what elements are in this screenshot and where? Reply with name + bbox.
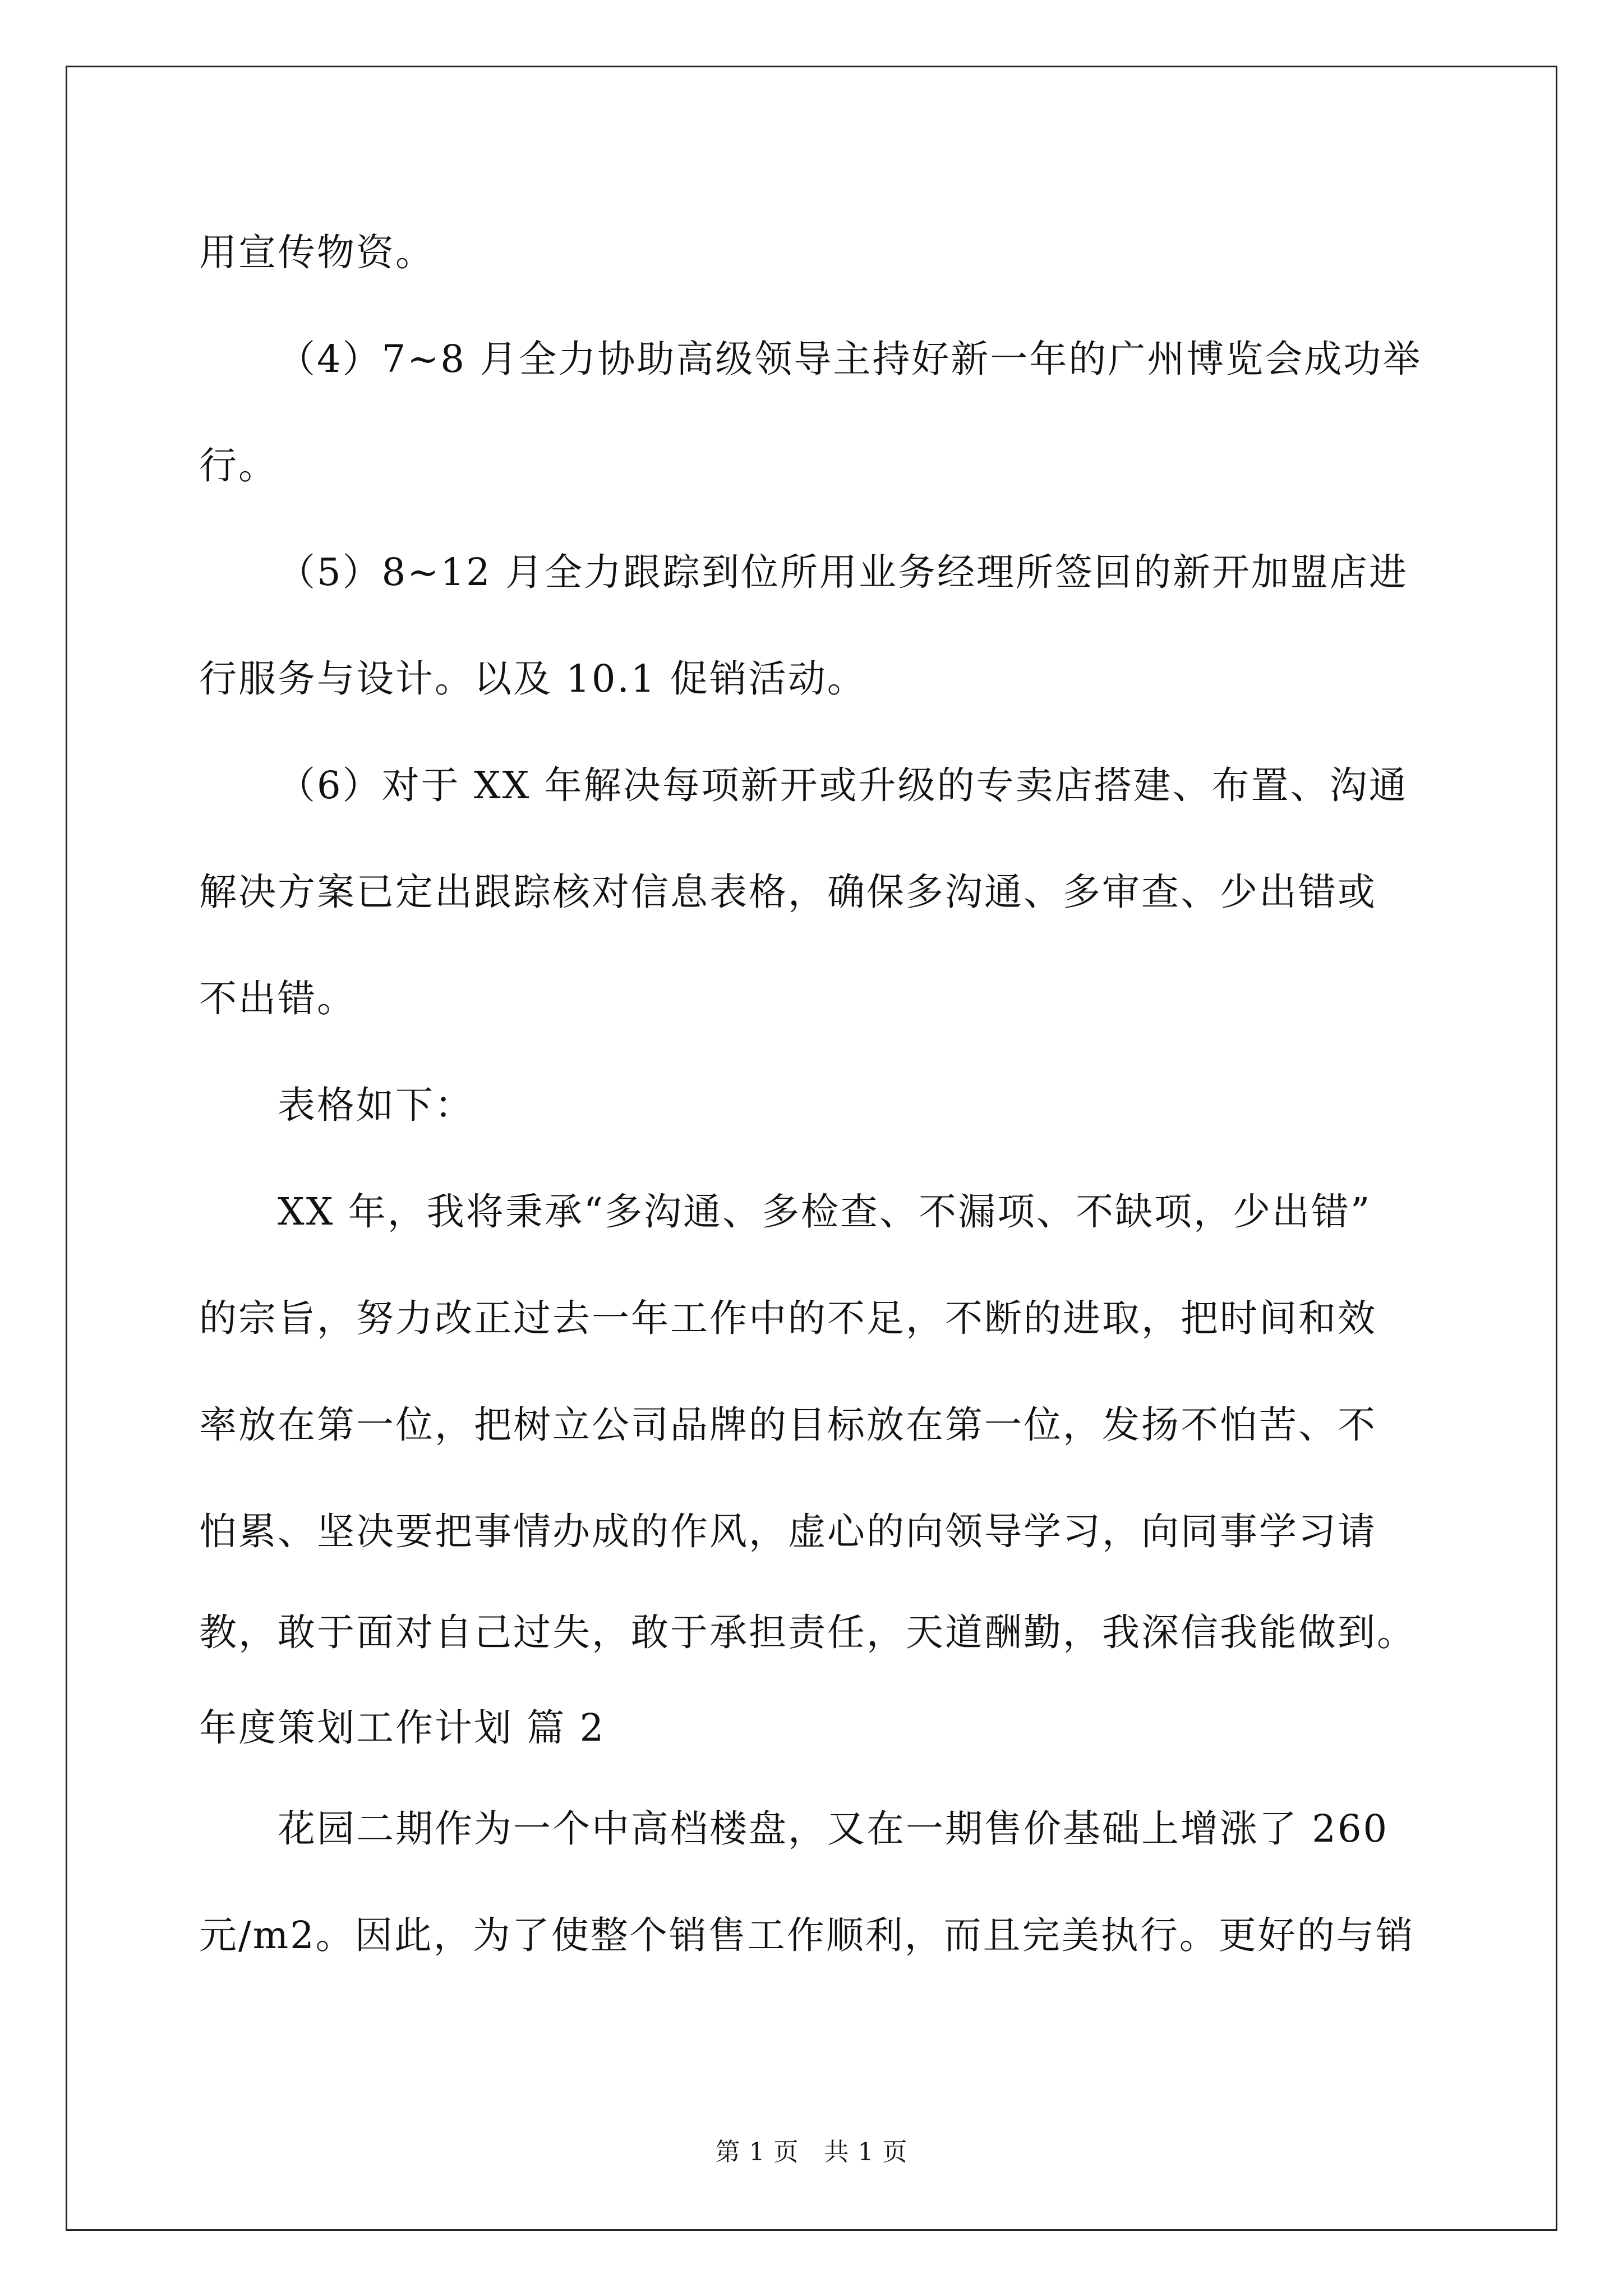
paragraph-line: （4）7~8 月全力协助高级领导主持好新一年的广州博览会成功举 xyxy=(278,337,1422,381)
paragraph-line: 表格如下： xyxy=(278,1083,474,1127)
paragraph-line: 教，敢于面对自己过失，敢于承担责任，天道酬勤，我深信我能做到。 xyxy=(199,1611,1416,1654)
paragraph-line: （5）8~12 月全力跟踪到位所用业务经理所签回的新开加盟店进 xyxy=(278,550,1408,594)
paragraph-line: 用宣传物资。 xyxy=(199,231,435,274)
paragraph-line: 怕累、坚决要把事情办成的作风，虚心的向领导学习，向同事学习请 xyxy=(199,1510,1377,1553)
paragraph-line: 不出错。 xyxy=(199,977,356,1020)
paragraph-line: 行服务与设计。以及 10.1 促销活动。 xyxy=(199,657,866,701)
paragraph-line: 率放在第一位，把树立公司品牌的目标放在第一位，发扬不怕苦、不 xyxy=(199,1403,1377,1447)
paragraph-line: 花园二期作为一个中高档楼盘，又在一期售价基础上增涨了 260 xyxy=(278,1807,1389,1851)
page-number-footer: 第 1 页 共 1 页 xyxy=(715,2138,908,2166)
document-body xyxy=(199,199,1433,1989)
section-heading: 年度策划工作计划 篇 2 xyxy=(199,1706,606,1750)
paragraph-line: （6）对于 XX 年解决每项新开或升级的专卖店搭建、布置、沟通 xyxy=(278,763,1408,807)
paragraph-line: 的宗旨，努力改正过去一年工作中的不足，不断的进取，把时间和效 xyxy=(199,1296,1377,1340)
paragraph-line: XX 年，我将秉承“多沟通、多检查、不漏项、不缺项，少出错” xyxy=(278,1190,1372,1234)
paragraph-line: 元/m2。因此，为了使整个销售工作顺利，而且完美执行。更好的与销 xyxy=(199,1913,1415,1957)
paragraph-line: 解决方案已定出跟踪核对信息表格，确保多沟通、多审查、少出错或 xyxy=(199,870,1377,914)
paragraph-line: 行。 xyxy=(199,444,278,487)
